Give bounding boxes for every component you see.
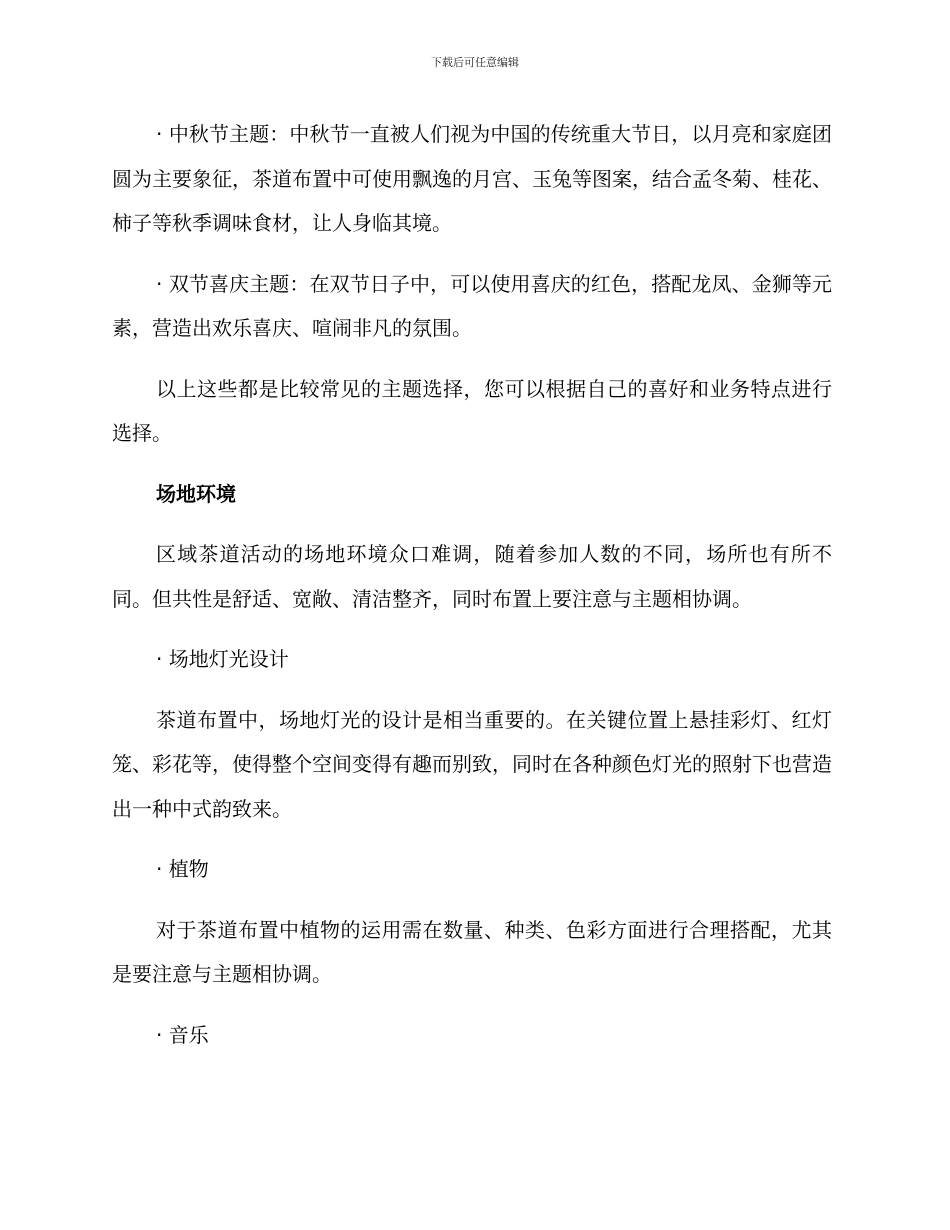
bullet-plants: · 植物 (156, 857, 209, 881)
paragraph-venue-environment: 区域茶道活动的场地环境众口难调，随着参加人数的不同，场所也有所不同。但共性是舒适、宽敞、清洁整齐，同时布置上要注意与主题相协调。 (112, 542, 832, 611)
bullet-lighting-design: · 场地灯光设计 (156, 647, 289, 671)
paragraph-theme-summary: 以上这些都是比较常见的主题选择，您可以根据自己的喜好和业务特点进行选择。 (112, 376, 832, 445)
paragraph-lighting-design: 茶道布置中，场地灯光的设计是相当重要的。在关键位置上悬挂彩灯、红灯笼、彩花等，使得整个空间变得有趣而别致，同时在各种颜色灯光的照射下也营造出一种中式韵致来。 (112, 707, 832, 821)
document-body (112, 112, 832, 1073)
bullet-music: · 音乐 (156, 1022, 209, 1047)
section-heading-venue: 场地环境 (156, 481, 236, 506)
paragraph-mid-autumn-theme: · 中秋节主题：中秋节一直被人们视为中国的传统重大节日，以月亮和家庭团圆为主要象征，茶道布置中可使用飘逸的月宫、玉兔等图案，结合孟冬菊、桂花、柿子等秋季调味食材，让人身临其境。 (112, 122, 832, 235)
page-header: 下载后可任意编辑 (431, 56, 519, 69)
paragraph-double-festival-theme: · 双节喜庆主题：在双节日子中，可以使用喜庆的红色，搭配龙凤、金狮等元素，营造出欢乐喜庆、喧闹非凡的氛围。 (112, 271, 832, 340)
paragraph-plants: 对于茶道布置中植物的运用需在数量、种类、色彩方面进行合理搭配，尤其是要注意与主题相协调。 (112, 917, 832, 986)
